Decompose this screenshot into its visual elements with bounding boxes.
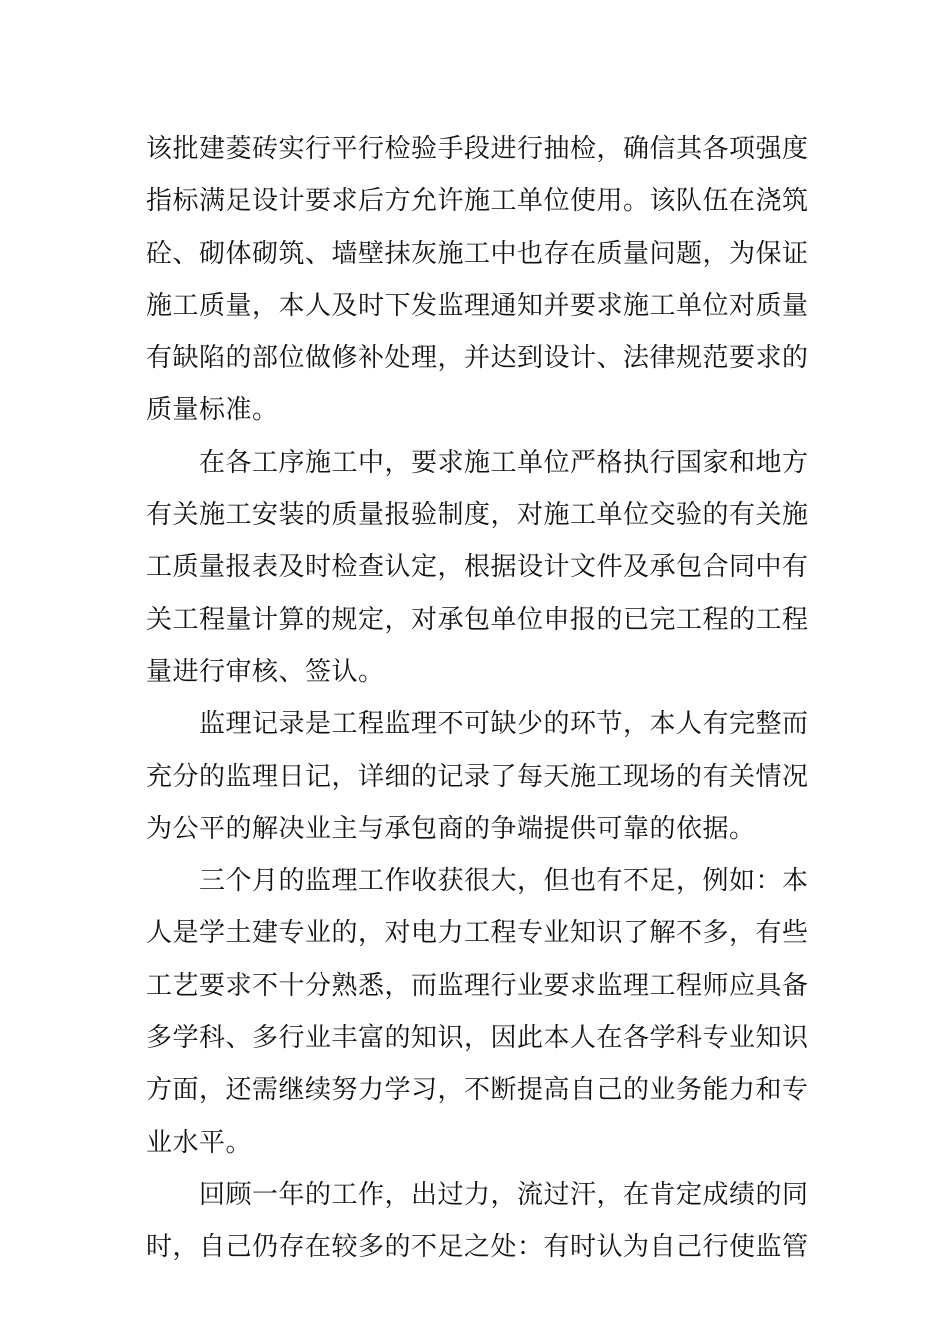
text-line: 工艺要求不十分熟悉，而监理行业要求监理工程师应具备	[146, 970, 809, 1001]
text-line: 方面，还需继续努力学习，不断提高自己的业务能力和专	[146, 1075, 809, 1106]
text-line: 为公平的解决业主与承包商的争端提供可靠的依据。	[146, 813, 756, 844]
paragraph-start-line: 在各工序施工中，要求施工单位严格执行国家和地方	[199, 447, 809, 478]
text-line: 砼、砌体砌筑、墙壁抹灰施工中也存在质量问题，为保证	[146, 238, 809, 269]
text-line: 关工程量计算的规定，对承包单位申报的已完工程的工程	[146, 604, 809, 635]
text-line: 有缺陷的部位做修补处理，并达到设计、法律规范要求的	[146, 343, 809, 374]
text-line: 有关施工安装的质量报验制度，对施工单位交验的有关施	[146, 500, 809, 531]
text-line: 人是学土建专业的，对电力工程专业知识了解不多，有些	[146, 918, 809, 949]
text-line: 量进行审核、签认。	[146, 656, 385, 687]
text-line: 指标满足设计要求后方允许施工单位使用。该队伍在浇筑	[146, 186, 809, 217]
paragraph-start-line: 监理记录是工程监理不可缺少的环节，本人有完整而	[199, 709, 809, 740]
text-line: 业水平。	[146, 1127, 253, 1158]
paragraph-start-line: 三个月的监理工作收获很大，但也有不足，例如：本	[199, 866, 809, 897]
text-line: 时，自己仍存在较多的不足之处：有时认为自己行使监管	[146, 1232, 809, 1263]
paragraph-start-line: 回顾一年的工作，出过力，流过汗，在肯定成绩的同	[199, 1179, 809, 1210]
text-line: 多学科、多行业丰富的知识，因此本人在各学科专业知识	[146, 1023, 809, 1054]
body-text	[146, 123, 809, 1274]
text-line: 充分的监理日记，详细的记录了每天施工现场的有关情况	[146, 761, 809, 792]
text-line: 该批建菱砖实行平行检验手段进行抽检，确信其各项强度	[146, 134, 809, 164]
text-line: 质量标准。	[146, 395, 279, 426]
text-line: 施工质量，本人及时下发监理通知并要求施工单位对质量	[146, 290, 809, 321]
text-line: 工质量报表及时检查认定，根据设计文件及承包合同中有	[146, 552, 809, 583]
